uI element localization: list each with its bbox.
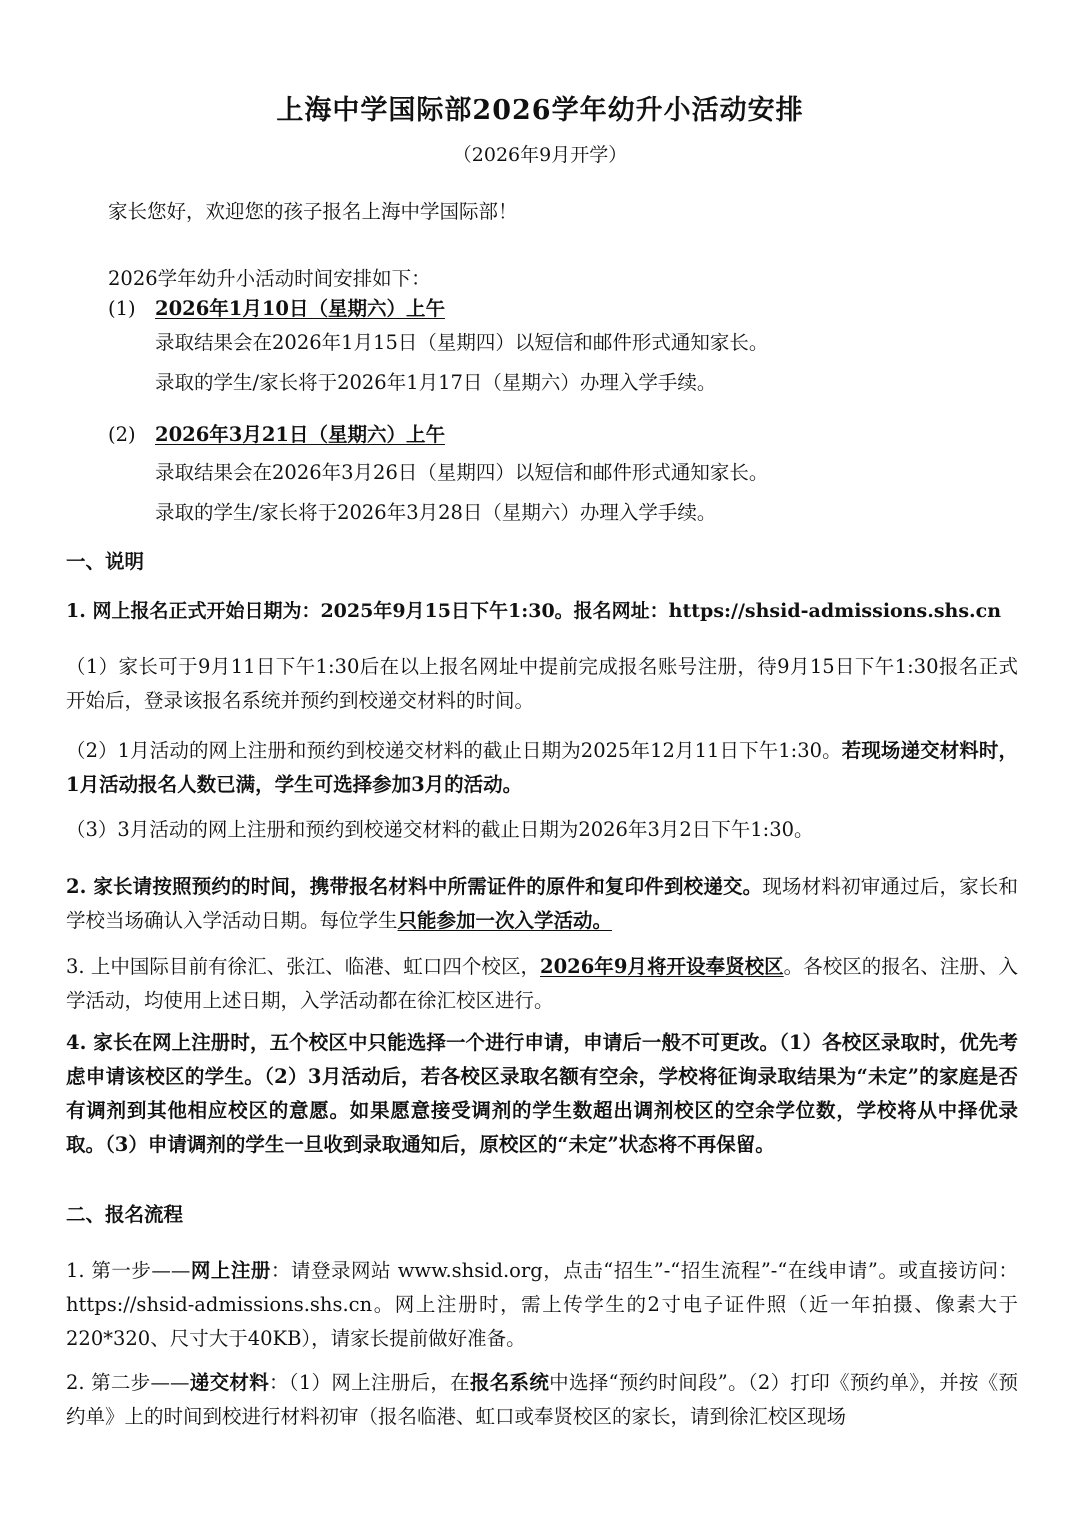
session-2-date: 2026年3月21日（星期六）上午 [155, 423, 445, 446]
document-submission-paragraph [66, 870, 1018, 938]
step-2-text-2: 中选择“预约时间段”。（2）打印《预约单》，并按《预约单》上的时间到校进行材料初审（报名临港、虹口或奉贤校区的家长，请到徐汇校区现场 [66, 1371, 1018, 1428]
document-submission-text: 现场材料初审通过后，家长和学校当场确认入学活动日期。每位学生 [66, 875, 1018, 932]
one-activity-only: 只能参加一次入学活动。 [397, 909, 613, 932]
campus-paragraph [66, 950, 1018, 1018]
session-1-date: 2026年1月10日（星期六）上午 [155, 297, 445, 320]
registration-start-text: 1. 网上报名正式开始日期为：2025年9月15日下午1:30。报名网址：https://shsid-admissions.shs.cn [66, 600, 1002, 622]
step-1-title: 网上注册 [190, 1259, 271, 1282]
campus-selection-paragraph [66, 1026, 1018, 1162]
march-deadline-text: （3）3月活动的网上注册和预约到校递交材料的截止日期为2026年3月2日下午1:30。 [66, 818, 814, 841]
step-1-text: ：请登录网站 www.shsid.org，点击“招生”-“招生流程”-“在线申请”。或直接访问：https://shsid-admissions.shs.cn。网上注册时，需上传学生的2寸电子证件照（近一年拍摄、像素大于220*320、尺寸大于40KB），请家长提前做好准备。 [66, 1259, 1018, 1350]
registration-system-label: 报名系统 [469, 1371, 550, 1394]
march-deadline-paragraph [66, 813, 1018, 847]
section-2-heading: 二、报名流程 [66, 1203, 184, 1226]
session-1-number: (1) [108, 297, 136, 320]
page-title: 上海中学国际部2026学年幼升小活动安排 [276, 95, 804, 126]
january-deadline-paragraph [66, 734, 1018, 802]
session-2-number: (2) [108, 423, 136, 446]
registration-start-paragraph [66, 594, 1018, 628]
pre-registration-paragraph [66, 650, 1018, 718]
page-subtitle: （2026年9月开学） [452, 144, 628, 166]
greeting: 家长您好，欢迎您的孩子报名上海中学国际部！ [108, 200, 518, 223]
section-1-heading: 一、说明 [66, 550, 145, 573]
campus-text-end: 。各校区的报名、注册、入学活动，均使用上述日期，入学活动都在徐汇校区进行。 [66, 955, 1018, 1012]
step-2-text-1: ：（1）网上注册后，在 [269, 1371, 470, 1394]
january-full-note: 若现场递交材料时，1月活动报名人数已满，学生可选择参加3月的活动。 [66, 739, 1018, 796]
schedule-intro: 2026学年幼升小活动时间安排如下： [108, 267, 431, 290]
campus-selection-text: 4. 家长在网上注册时，五个校区中只能选择一个进行申请，申请后一般不可更改。（1）各校区录取时，优先考虑申请该校区的学生。（2）3月活动后，若各校区录取名额有空余，学校将征询录取结果为“未定”的家庭是否有调剂到其他相应校区的意愿。如果愿意接受调剂的学生数超出调剂校区的空余学位数，学校将从中择优录取。（3）申请调剂的学生一旦收到录取通知后，原校区的“未定”状态将不再保留。 [66, 1031, 1018, 1156]
step-2-paragraph [66, 1366, 1018, 1434]
session-2-result-notice: 录取结果会在2026年3月26日（星期四）以短信和邮件形式通知家长。 [155, 461, 769, 484]
step-1-paragraph [66, 1254, 1018, 1356]
document-submission-bold: 2. 家长请按照预约的时间，携带报名材料中所需证件的原件和复印件到校递交。 [66, 875, 763, 898]
january-deadline-text: （2）1月活动的网上注册和预约到校递交材料的截止日期为2025年12月11日下午1:30。 [66, 739, 842, 762]
step-2-prefix: 2. 第二步—— [66, 1371, 190, 1394]
session-1-enrollment: 录取的学生/家长将于2026年1月17日（星期六）办理入学手续。 [155, 371, 717, 394]
session-2-enrollment: 录取的学生/家长将于2026年3月28日（星期六）办理入学手续。 [155, 501, 717, 524]
fengxian-campus-note: 2026年9月将开设奉贤校区 [540, 955, 784, 978]
step-1-prefix: 1. 第一步—— [66, 1259, 191, 1282]
session-1-result-notice: 录取结果会在2026年1月15日（星期四）以短信和邮件形式通知家长。 [155, 331, 769, 354]
campus-text-start: 3. 上中国际目前有徐汇、张江、临港、虹口四个校区， [66, 955, 540, 978]
step-2-title: 递交材料 [189, 1371, 269, 1394]
pre-registration-text: （1）家长可于9月11日下午1:30后在以上报名网址中提前完成报名账号注册，待9月15日下午1:30报名正式开始后，登录该报名系统并预约到校递交材料的时间。 [66, 655, 1018, 712]
